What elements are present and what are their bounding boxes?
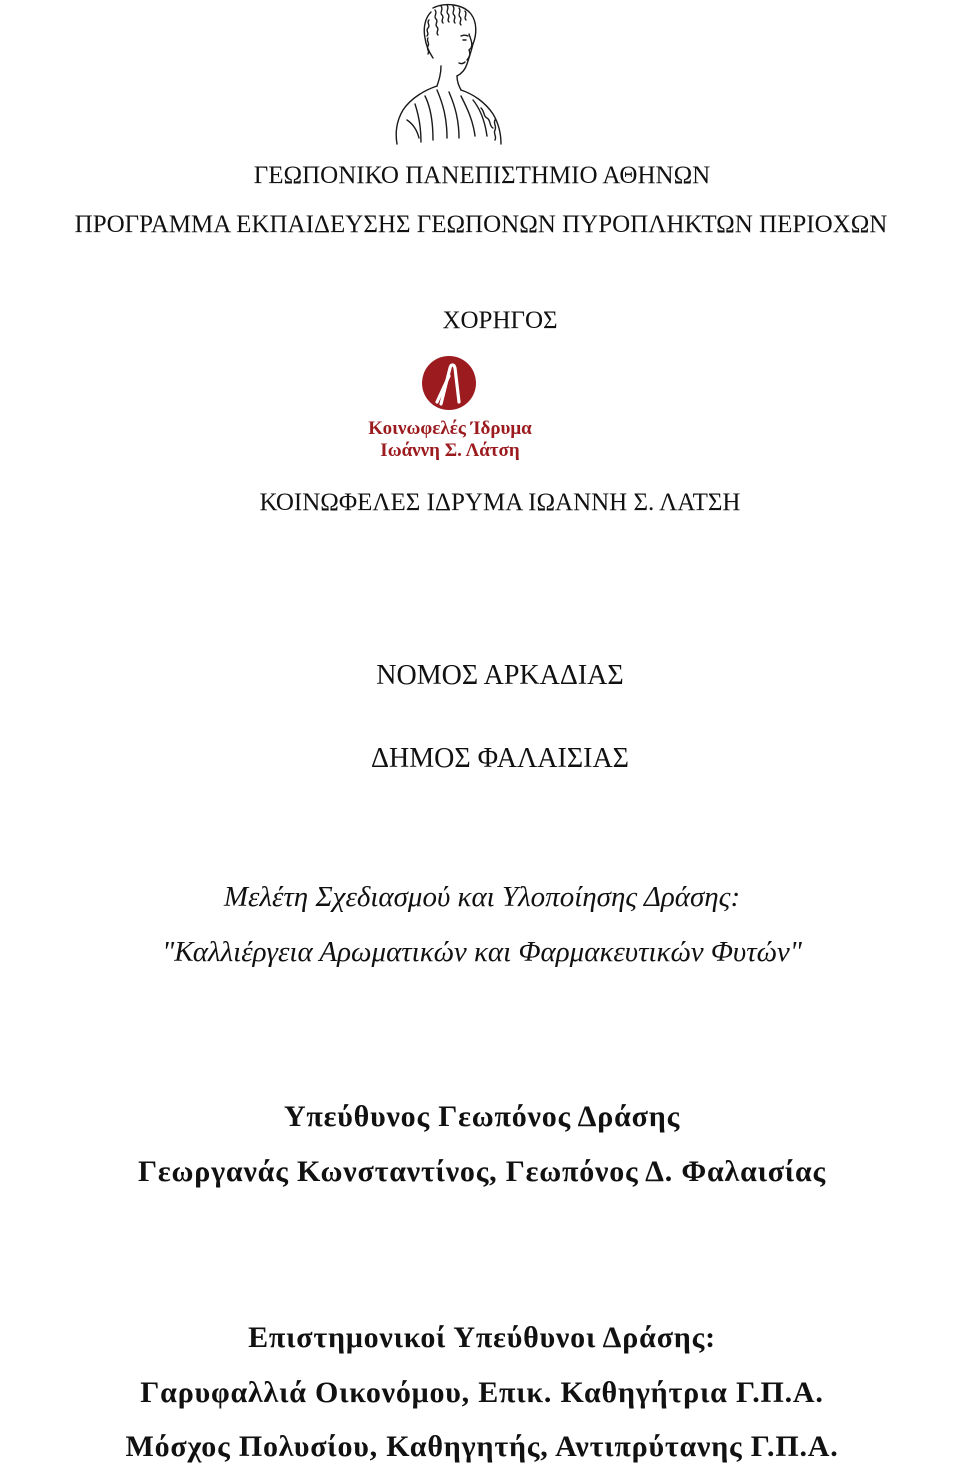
responsible-heading: Υπεύθυνος Γεωπόνος Δράσης — [283, 1100, 681, 1133]
sponsor-logo-text-line2: Ιωάννη Σ. Λάτση — [380, 440, 520, 461]
university-name: ΓΕΩΠΟΝΙΚΟ ΠΑΝΕΠΙΣΤΗΜΙΟ ΑΘΗΝΩΝ — [253, 162, 711, 189]
sponsor-label: ΧΟΡΗΓΟΣ — [442, 307, 558, 334]
sponsor-logo-text-line1: Κοινωφελές Ίδρυμα — [368, 418, 532, 439]
prefecture: ΝΟΜΟΣ ΑΡΚΑΔΙΑΣ — [376, 660, 624, 691]
sponsor-name: ΚΟΙΝΩΦΕΛΕΣ ΙΔΡΥΜΑ ΙΩΑΝΝΗ Σ. ΛΑΤΣΗ — [259, 489, 741, 516]
municipality: ΔΗΜΟΣ ΦΑΛΑΙΣΙΑΣ — [371, 743, 629, 774]
program-title: ΠΡΟΓΡΑΜΜΑ ΕΚΠΑΙΔΕΥΣΗΣ ΓΕΩΠΟΝΩΝ ΠΥΡΟΠΛΗΚΤΩΝ ΠΕΡΙΟΧΩΝ — [74, 211, 888, 238]
sponsor-foundation-logo — [355, 352, 545, 462]
scientific-person-2: Μόσχος Πολυσίου, Καθηγητής, Αντιπρύτανης Γ.Π.Α. — [125, 1430, 839, 1463]
study-title-line2: "Καλλιέργεια Αρωματικών και Φαρμακευτικών Φυτών" — [162, 936, 802, 968]
university-bust-logo — [385, 0, 510, 146]
responsible-name: Γεωργανάς Κωνσταντίνος, Γεωπόνος Δ. Φαλαισίας — [138, 1155, 826, 1188]
scientific-person-1: Γαρυφαλλιά Οικονόμου, Επικ. Καθηγήτρια Γ.Π.Α. — [140, 1376, 824, 1409]
study-title-line1: Μελέτη Σχεδιασμού και Υλοποίησης Δράσης: — [223, 881, 741, 913]
scientific-heading: Επιστημονικοί Υπεύθυνοι Δράσης: — [248, 1321, 716, 1354]
